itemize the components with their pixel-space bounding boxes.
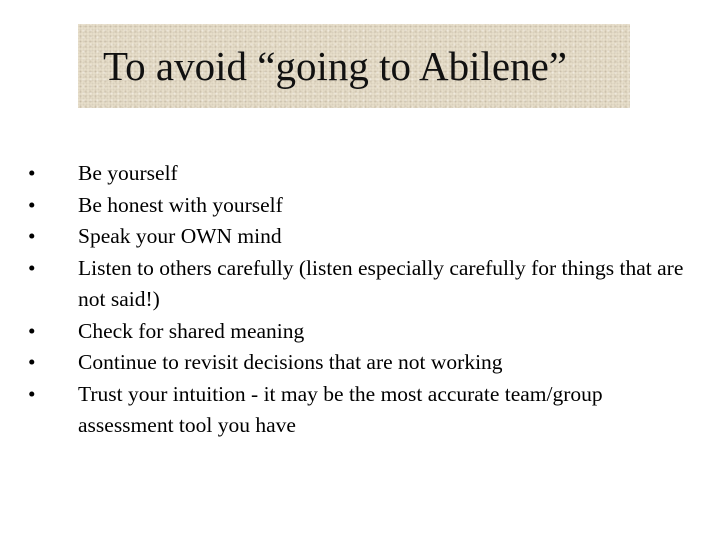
list-item <box>28 221 688 253</box>
list-item <box>28 316 688 348</box>
bullet-text: Be yourself <box>78 161 178 185</box>
bullet-list <box>28 158 688 442</box>
list-item <box>28 158 688 190</box>
bullet-text: Be honest with yourself <box>78 192 283 217</box>
bullet-icon: • <box>28 318 36 343</box>
bullet-icon: • <box>28 224 36 248</box>
bullet-text: Speak your OWN mind <box>78 224 282 248</box>
bullet-text: Check for shared meaning <box>78 318 305 343</box>
title-banner <box>78 24 630 108</box>
bullet-icon: • <box>28 381 36 406</box>
list-item <box>28 253 688 316</box>
bullet-icon: • <box>28 161 36 185</box>
list-item <box>28 190 688 222</box>
bullet-text: Listen to others carefully (listen especially carefully for things that are not said!) <box>78 255 684 311</box>
bullet-icon: • <box>28 192 36 217</box>
list-item <box>28 347 688 379</box>
bullet-icon: • <box>28 255 36 280</box>
bullet-icon: • <box>28 350 36 374</box>
bullet-text: Continue to revisit decisions that are not working <box>78 350 503 374</box>
list-item <box>28 379 688 442</box>
bullet-text: Trust your intuition - it may be the most accurate team/group assessment tool you have <box>78 381 603 437</box>
slide-title: To avoid “going to Abilene” <box>103 43 567 89</box>
